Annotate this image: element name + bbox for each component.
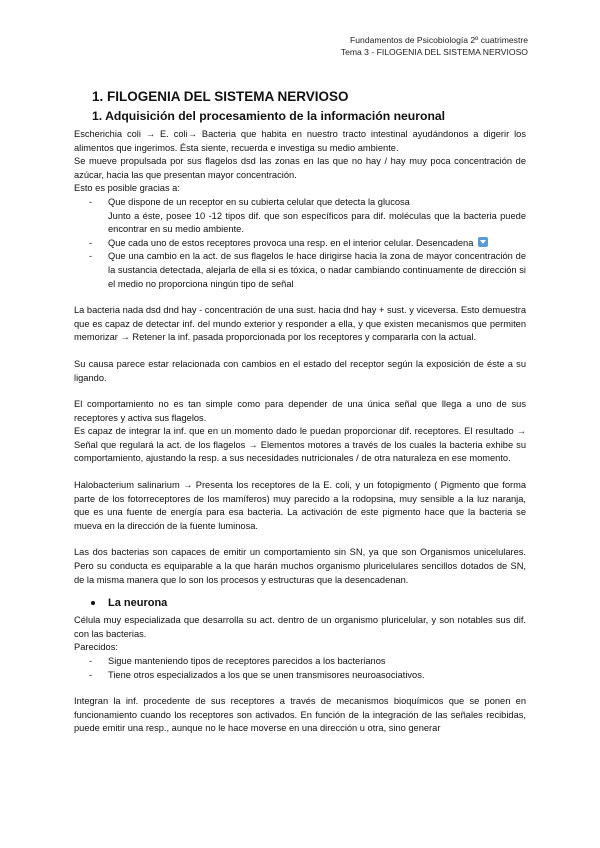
list-item-text: Que cada uno de estos receptores provoca una resp. en el interior celular. Desencadena bbox=[108, 237, 474, 248]
section-subtitle: 1. Adquisición del procesamiento de la información neuronal bbox=[92, 109, 446, 123]
similarities-list bbox=[74, 655, 526, 682]
paragraph-halobacterium: Halobacterium salinarium → Presenta los receptores de la E. coli, y un fotopigmento ( Pigmento que forma parte de los fotorreceptores de los mamíferos) muy parecido a la rodopsina, muy sensible a la luz naranja, que es una fuente de energía para esa bacteria. La activación de este pigmento hace que la bacteria se mueva en la dirección de la fuente luminosa. bbox=[74, 480, 526, 531]
list-item bbox=[74, 669, 526, 683]
list-item-text: Que una cambio en la act. de sus flagelos le hace dirigirse hacia la zona de mayor concentración de la sustancia detectada, alejarla de ella si es tóxica, o nadar cambiando continuamente de dirección si el medio no proporciona ningún tipo de señal bbox=[108, 251, 526, 289]
list-item-subtext: Junto a éste, posee 10 -12 tipos dif. que son específicos para dif. moléculas que la bacteria puede encontrar en su medio ambiente. bbox=[108, 210, 526, 235]
paragraph-comparison: Las dos bacterias son capaces de emitir un comportamiento sin SN, ya que son Organismos unicelulares. Pero su conducta es equiparable a la que harán muchos organismo pluricelulares sencillos dotados de SN, de la misma manera que lo son los procesos y estructuras que la desencadenan. bbox=[74, 547, 526, 585]
section-neuron-title bbox=[74, 595, 526, 611]
list-item bbox=[74, 250, 526, 291]
section-title: 1. FILOGENIA DEL SISTEMA NERVIOSO bbox=[92, 89, 349, 104]
paragraph-integrate: Integran la inf. procedente de sus receptores a través de mecanismos bioquímicos que se ponen en funcionamiento cuando los receptores son activados. En función de la integración de las señales recibidas, puede emitir una resp., aunque no le hace moverse en una dirección u otra, sino generar bbox=[74, 696, 526, 734]
list-item-text: Tiene otros especializados a los que se unen transmisores neuroasociativos. bbox=[108, 669, 425, 680]
paragraph-integration: Es capaz de integrar la inf. que en un momento dado le puedan proporcionar dif. receptores. El resultado → Señal que regulará la act. de los flagelos → Elementos motores a través de los cuales la bacteria exhibe su comportamiento, ajustando la resp. a sus necesidades nutricionales / de otra naturaleza en ese momento. bbox=[74, 426, 526, 464]
list-item bbox=[74, 655, 526, 669]
receptor-list bbox=[74, 196, 526, 291]
arrow-down-icon bbox=[478, 237, 488, 247]
paragraph-similarities: Parecidos: bbox=[74, 642, 118, 653]
header-topic: Tema 3 - FILOGENIA DEL SISTEMA NERVIOSO bbox=[340, 47, 528, 57]
document-body bbox=[74, 88, 526, 736]
list-item bbox=[74, 196, 526, 237]
header-course: Fundamentos de Psicobiología 2º cuatrimestre bbox=[350, 35, 528, 45]
page-header bbox=[341, 34, 528, 58]
bullet-title-text: La neurona bbox=[108, 597, 168, 610]
paragraph-cause: Su causa parece estar relacionada con cambios en el estado del receptor según la exposición de éste a su ligando. bbox=[74, 358, 526, 383]
paragraph-memory: La bacteria nada dsd dnd hay - concentración de una sust. hacia dnd hay + sust. y viceversa. Esto demuestra que es capaz de detectar inf. del mundo exterior y responder a ella, y que existen mecanismos que permiten memorizar → Retener la inf. pasada proporcionada por los receptores y compararla con la actual. bbox=[74, 305, 526, 343]
list-item bbox=[74, 237, 526, 251]
paragraph-ecoli: Escherichia coli → E. coli→ Bacteria que habita en nuestro tracto intestinal ayudándonos a digerir los alimentos que ingerimos. Ésta siente, recuerda e investiga su medio ambiente. bbox=[74, 129, 526, 153]
paragraph-neuron: Célula muy especializada que desarrolla su act. dentro de un organismo pluricelular, y son notables sus dif. con las bacterias. bbox=[74, 615, 526, 639]
paragraph-behavior: El comportamiento no es tan simple como para depender de una única señal que llega a uno de sus receptores y activa sus flagelos. bbox=[74, 399, 526, 423]
list-item-text: Sigue manteniendo tipos de receptores parecidos a los bacterianos bbox=[108, 656, 386, 666]
paragraph-movement: Se mueve propulsada por sus flagelos dsd las zonas en las que no hay / hay muy poca concentración de azúcar, hacia las que presentan mayor concentración. bbox=[74, 156, 526, 180]
paragraph-possible: Esto es posible gracias a: bbox=[74, 183, 180, 194]
list-item-text: Que dispone de un receptor en su cubierta celular que detecta la glucosa bbox=[108, 196, 410, 207]
